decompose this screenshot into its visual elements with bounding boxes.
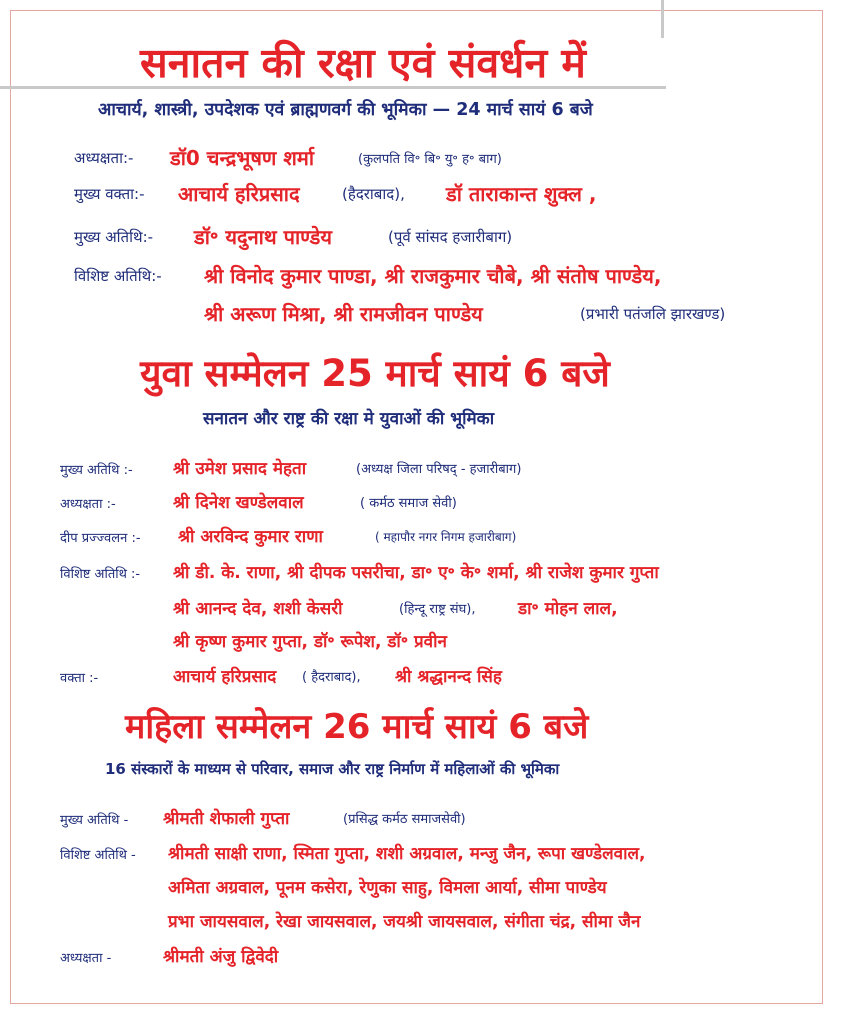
row-value: श्रीमती साक्षी राणा, स्मिता गुप्ता, शशी अग्रवाल, मन्जु जैन, रूपा खण्डेलवाल, [168,844,646,864]
row-value: डॉ॰ यदुनाथ पाण्डेय [194,225,332,249]
section2-subtitle: सनातन और राष्ट्र की रक्षा मे युवाओं की भूमिका [203,409,495,429]
fold-line-vertical [661,0,664,38]
row-label: वक्ता :- [60,671,99,686]
row-value: श्री विनोद कुमार पाण्डा, श्री राजकुमार चौबे, श्री संतोष पाण्डेय, [204,264,662,288]
row-value: प्रभा जायसवाल, रेखा जायसवाल, जयश्री जायसवाल, संगीता चंद्र, सीमा जैन [168,912,641,932]
section3-title: महिला सम्मेलन 26 मार्च सायं 6 बजे [125,707,589,747]
row-label: अध्यक्षता:- [74,149,134,167]
row-note: ( हैदराबाद), [302,670,361,685]
section3-subtitle: 16 संस्कारों के माध्यम से परिवार, समाज और राष्ट्र निर्माण में महिलाओं की भूमिका [105,760,560,778]
row-value-2: डॉ ताराकान्त शुक्ल , [446,182,597,206]
row-value: श्री दिनेश खण्डेलवाल [173,493,304,513]
row-note: (प्रसिद्ध कर्मठ समाजसेवी) [343,812,466,827]
row-note: (पूर्व सांसद हजारीबाग) [388,228,513,246]
row-label: मुख्य अतिथि :- [60,463,133,478]
row-label: दीप प्रज्ज्वलन :- [60,531,141,546]
row-label: मुख्य वक्ता:- [74,185,145,203]
row-value: श्री अरूण मिश्रा, श्री रामजीवन पाण्डेय [204,302,483,326]
row-value: श्रीमती अंजु द्विवेदी [163,947,279,967]
row-label: मुख्य अतिथि - [60,813,129,828]
row-value: आचार्य हरिप्रसाद [173,667,277,687]
section1-subtitle: आचार्य, शास्त्री, उपदेशक एवं ब्राह्मणवर्ग की भूमिका — 24 मार्च सायं 6 बजे [98,100,593,120]
row-label: विशिष्ट अतिथि - [60,848,136,863]
row-value: डॉ0 चन्द्रभूषण शर्मा [170,146,315,170]
row-value: श्री आनन्द देव, शशी केसरी [173,599,343,619]
row-note: ( महापौर नगर निगम हजारीबाग) [375,530,517,544]
row-note: (कुलपति वि॰ बि॰ यु॰ ह॰ बाग) [358,152,502,167]
row-note: (प्रभारी पतंजलि झारखण्ड) [580,305,726,323]
row-note: ( कर्मठ समाज सेवी) [360,496,457,511]
row-value-2: श्री श्रद्धानन्द सिंह [395,667,502,687]
row-label: अध्यक्षता - [60,951,112,966]
row-label: मुख्य अतिथि:- [74,228,154,246]
row-label: विशिष्ट अतिथि :- [60,567,141,582]
row-label: विशिष्ट अतिथि:- [74,267,162,285]
row-note: (अध्यक्ष जिला परिषद् - हजारीबाग) [356,462,522,477]
section1-title: सनातन की रक्षा एवं संवर्धन में [140,39,586,87]
row-value-2: डा॰ मोहन लाल, [518,599,618,619]
row-note: (हिन्दू राष्ट्र संघ), [399,602,476,617]
row-label: अध्यक्षता :- [60,497,116,512]
row-value: श्री अरविन्द कुमार राणा [178,527,323,547]
row-value: श्री कृष्ण कुमार गुप्ता, डॉ॰ रूपेश, डॉ॰ प्रवीन [173,632,447,652]
row-value: श्री डी. के. राणा, श्री दीपक पसरीचा, डा॰ ए॰ के॰ शर्मा, श्री राजेश कुमार गुप्ता [173,563,659,583]
row-value: अमिता अग्रवाल, पूनम कसेरा, रेणुका साहु, विमला आर्या, सीमा पाण्डेय [168,878,607,898]
section2-title: युवा सम्मेलन 25 मार्च सायं 6 बजे [140,352,610,395]
row-value: श्री उमेश प्रसाद मेहता [173,459,307,479]
row-note: (हैदराबाद), [342,185,405,203]
row-value: आचार्य हरिप्रसाद [178,182,300,206]
row-value: श्रीमती शेफाली गुप्ता [163,809,290,829]
